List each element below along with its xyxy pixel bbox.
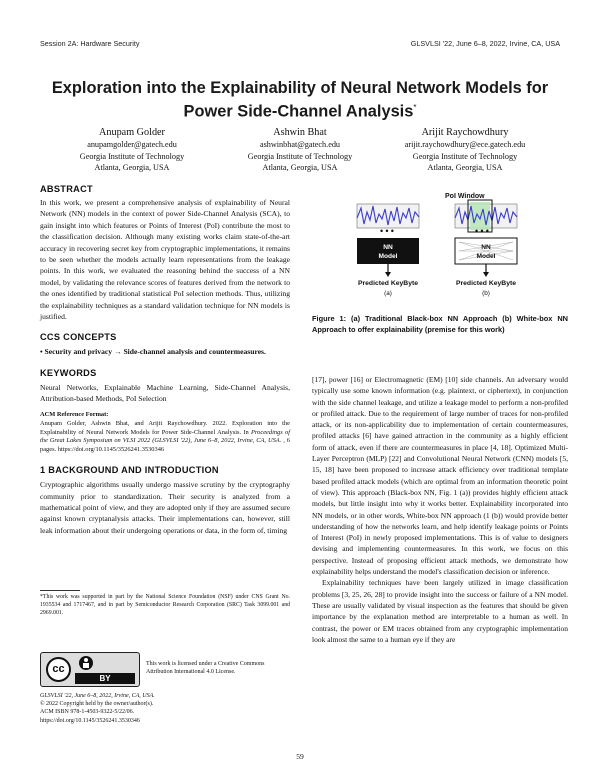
footnote-rule — [40, 590, 80, 591]
author-name: Arijit Raychowdhury — [421, 127, 509, 138]
author-name: Ashwin Bhat — [273, 127, 327, 138]
arrowhead-a — [385, 272, 391, 277]
keywords-heading: KEYWORDS — [40, 367, 97, 378]
running-header-left: Session 2A: Hardware Security — [40, 39, 140, 48]
nn-label-a: NN — [383, 244, 393, 251]
subfigure-label-b: (b) — [482, 290, 490, 297]
running-header-right: GLSVLSI '22, June 6–8, 2022, Irvine, CA, USA — [410, 39, 560, 48]
copyright-conference: GLSVLSI '22, June 6–8, 2022, Irvine, CA, USA. — [40, 693, 155, 699]
nn-label-b: NN — [481, 244, 491, 251]
author-email: arijit.raychowdhury@ece.gatech.edu — [404, 140, 526, 149]
author-block-2 — [210, 126, 390, 174]
author-email: ashwinbhat@gatech.edu — [259, 140, 341, 149]
paper-title — [40, 78, 560, 121]
dots-b: • • • — [475, 226, 489, 236]
title-text: Exploration into the Explainability of Neural Network Models for Power Side-Channel Analysis — [51, 79, 549, 121]
subfigure-label-a: (a) — [384, 290, 392, 297]
right-paragraph-1: [17], power [16] or Electromagnetic (EM) [10] side channels. An adversary would typically use some known information (e.g. plaintext, or ciphertext), in conjunction with the side channel leakage, and utilize a leakage model to perform a non-profiled or profiled attack. Due to the requirement of large number of traces for non-profiled attack, or its non-applicability due to implementation of certain countermeasures, profiled attacks [6] have gained attraction in the community as a highly efficient form of attack, even if there are countermeasures in place [4, 18]. Optimized Multi-Layer Perceptron (MLP) [22] and Convolutional Neural Network (CNN) models [5, 15, 18] have been proposed to increase attack efficiency over traditional template based profiled attack models (which are optimal from an information theoretic point of view). This approach (Black-box NN, Fig. 1 (a)) provides highly efficient attack models, but little insight into why it works better. Explainability incorporated into NN models, or in other words, White-box NN approach (1 (b)) would provide better understanding of how the networks learn, and help identify leakage points or Points of Interest (PoI) in newly proposed implementations. This is of value to designers devising and implementing countermeasures. In this work, we focus on this perspective. Instead of proposing efficient attack methods, we demonstrate how explainability helps understand the model's classification decision or inference. — [312, 375, 568, 577]
arrowhead-b — [483, 272, 489, 277]
copyright-isbn: ACM ISBN 978-1-4503-9322-5/22/06. — [40, 709, 135, 716]
funding-footnote: *This work was supported in part by the National Science Foundation (NSF) under CNS Grant No. 1935534 and 1717467, and in part by Semiconductor Research Corporation (SRC) Task 3099.001 and 2969.001. — [40, 594, 290, 616]
figure-1-diagram — [335, 190, 545, 302]
author-location: Atlanta, Georgia, USA — [262, 163, 338, 173]
reference-pages: , 6 pages. https://doi.org/10.1145/3526241.3530346 — [40, 437, 290, 454]
author-name: Anupam Golder — [99, 127, 165, 138]
reference-heading: ACM Reference Format: — [40, 410, 109, 418]
section-1-heading: 1 BACKGROUND AND INTRODUCTION — [40, 465, 219, 476]
cc-icon: cc — [46, 657, 71, 682]
author-affiliation: Georgia Institute of Technology — [79, 151, 185, 161]
predicted-keybyte-a: Predicted KeyByte — [357, 280, 419, 287]
nn-model-box-a — [357, 238, 419, 264]
cc-by-logo — [40, 652, 140, 687]
model-label-a: Model — [378, 253, 398, 260]
abstract-heading: ABSTRACT — [40, 184, 93, 194]
author-location: Atlanta, Georgia, USA — [94, 163, 170, 173]
author-location: Atlanta, Georgia, USA — [427, 163, 503, 173]
abstract-text: In this work, we present a comprehensive analysis of explainability of Neural Network (NN) models in the context of power Side-Channel Analysis (SCA), to gain insight into which features or Points of Interest (PoI) contribute the most to the classification decision. Although many existing works claim state-of-the-art accuracy in recovering secret key from cryptographic implementations, it remains to be seen whether the models actually learn representations from the leakage points. In this work, we evaluated the reasoning behind the success of a NN model, by validating the relevance scores of features derived from the network to the ones identified by traditional statistical PoI selection methods. Thus, utilizing the explainability techniques as a standard validation technique for NN models is justified. — [40, 198, 290, 322]
copyright-block — [40, 692, 290, 725]
right-column — [312, 374, 568, 645]
poi-window-label: PoI Window — [445, 193, 485, 200]
title-footnote-mark: * — [413, 103, 417, 112]
copyright-doi: https://doi.org/10.1145/3526241.3530346 — [40, 717, 140, 724]
page-number: 59 — [296, 752, 304, 761]
author-affiliation: Georgia Institute of Technology — [412, 151, 518, 161]
right-paragraph-2: Explainability techniques have been largely utilized in image classification problems [3, 25, 26, 28] to provide insight into the success or failure of a NN model. These are usually validated by visual inspection as the features that should be given importance by the explanation method are interpretable to a human as well. In contrast, the power or EM traces obtained from any cryptographic implementation look almost the same to a human eye if they are — [312, 578, 568, 644]
author-affiliation: Georgia Institute of Technology — [247, 151, 353, 161]
predicted-keybyte-b: Predicted KeyByte — [455, 280, 517, 287]
section-1-text: Cryptographic algorithms usually undergo massive scrutiny by the cryptography community prior to standardization. Their security is analyzed from a mathematical point of view, and they are adopted only if they are assumed secure against known cryptanalysis attacks. Their implementations can, however, still leak information about their undergoing operations or data, in the form of, timing — [40, 480, 290, 535]
left-column — [40, 183, 290, 536]
reference-text — [40, 420, 290, 456]
author-block-3 — [375, 126, 555, 174]
model-label-b: Model — [476, 253, 496, 260]
cc-by-label: BY — [75, 673, 135, 684]
reference-authors: Anupam Golder, Ashwin Bhat, and Arijit Raychowdhury. 2022. Exploration into the Explainability of Neural Network Models for Power Side-Channel Analysis. In — [40, 419, 290, 436]
ccs-heading: CCS CONCEPTS — [40, 332, 117, 343]
license-text: This work is licensed under a Creative Commons Attribution International 4.0 License. — [146, 661, 265, 676]
author-email: anupamgolder@gatech.edu — [87, 140, 177, 149]
reference-venue: Proceedings of the Great Lakes Symposium on VLSI 2022 (GLSVLSI '22), June 6–8, 2022, Irvine, CA, USA. — [40, 428, 290, 445]
copyright-owner: © 2022 Copyright held by the owner/author(s). — [40, 701, 154, 708]
person-icon — [79, 656, 93, 670]
ccs-text: • Security and privacy → Side-channel analysis and countermeasures. — [40, 347, 266, 357]
figure-1-caption: Figure 1: (a) Traditional Black-box NN Approach (b) White-box NN Approach to offer explainability (premise for this work) — [312, 314, 568, 334]
keywords-text: Neural Networks, Explainable Machine Learning, Side-Channel Analysis, Attribution-based Methods, PoI Selection — [40, 382, 290, 404]
dots-a: • • • — [380, 226, 394, 236]
author-block-1 — [42, 126, 222, 174]
